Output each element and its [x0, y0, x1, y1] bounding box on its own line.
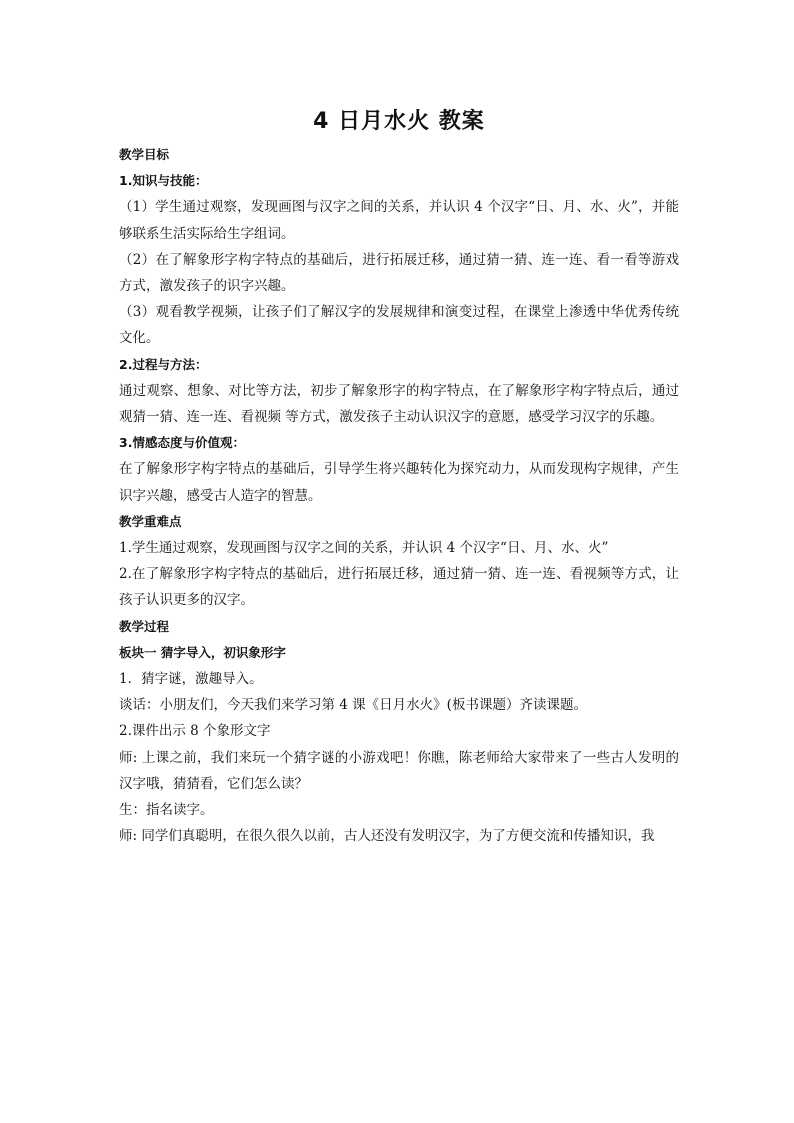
paragraph: 在了解象形字构字特点的基础后，引导学生将兴趣转化为探究动力，从而发现构字规律，产生识字兴趣，感受古人造字的智慧。 [119, 461, 679, 504]
paragraph: 1.学生通过观察，发现画图与汉字之间的关系，并认识 4 个汉字“日、月、水、火” [119, 540, 609, 557]
paragraph: 2.在了解象形字构字特点的基础后，进行拓展迁移，通过猜一猜、连一连、看视频等方式，让孩子认识更多的汉字。 [119, 566, 679, 609]
paragraph: （1）学生通过观察，发现画图与汉字之间的关系，并认识 4 个汉字“日、月、水、火”，并能够联系生活实际给生字组词。 [119, 199, 679, 242]
section-heading: 2.过程与方法： [119, 356, 208, 372]
section-heading: 1.知识与技能： [119, 173, 208, 189]
paragraph: 师: 同学们真聪明，在很久很久以前，古人还没有发明汉字，为了方便交流和传播知识，我 [119, 828, 655, 845]
paragraph: 1．猜字谜，激趣导入。 [119, 671, 263, 688]
section-heading: 教学过程 [119, 618, 170, 634]
section-heading: 3.情感态度与价值观： [119, 435, 245, 451]
paragraph: （2）在了解象形字构字特点的基础后，进行拓展迁移，通过猜一猜、连一连、看一看等游戏方式，激发孩子的识字兴趣。 [119, 251, 679, 295]
paragraph: （3）观看教学视频，让孩子们了解汉字的发展规律和演变过程，在课堂上渗透中华优秀传统文化。 [119, 304, 679, 347]
document-title: 4 日月水火 教案 [313, 109, 485, 134]
paragraph: 2.课件出示 8 个象形文字 [119, 723, 271, 740]
section-heading: 板块一 猜字导入，初识象形字 [119, 644, 286, 660]
section-heading: 教学目标 [119, 147, 170, 162]
document-body [119, 142, 679, 849]
section-heading: 教学重难点 [119, 513, 182, 529]
paragraph: 生：指名读字。 [119, 802, 214, 819]
paragraph: 师: 上课之前，我们来玩一个猜字谜的小游戏吧！你瞧，陈老师给大家带来了一些古人发明的汉字哦，猜猜看，它们怎么读？ [119, 749, 679, 792]
paragraph: 谈话：小朋友们，今天我们来学习第 4 课《日月水火》(板书课题）齐读课题。 [119, 697, 587, 714]
paragraph: 通过观察、想象、对比等方法，初步了解象形字的构字特点，在了解象形字构字特点后，通过观猜一猜、连一连、看视频 等方式，激发孩子主动认识汉字的意愿，感受学习汉字的乐趣。 [119, 382, 679, 426]
